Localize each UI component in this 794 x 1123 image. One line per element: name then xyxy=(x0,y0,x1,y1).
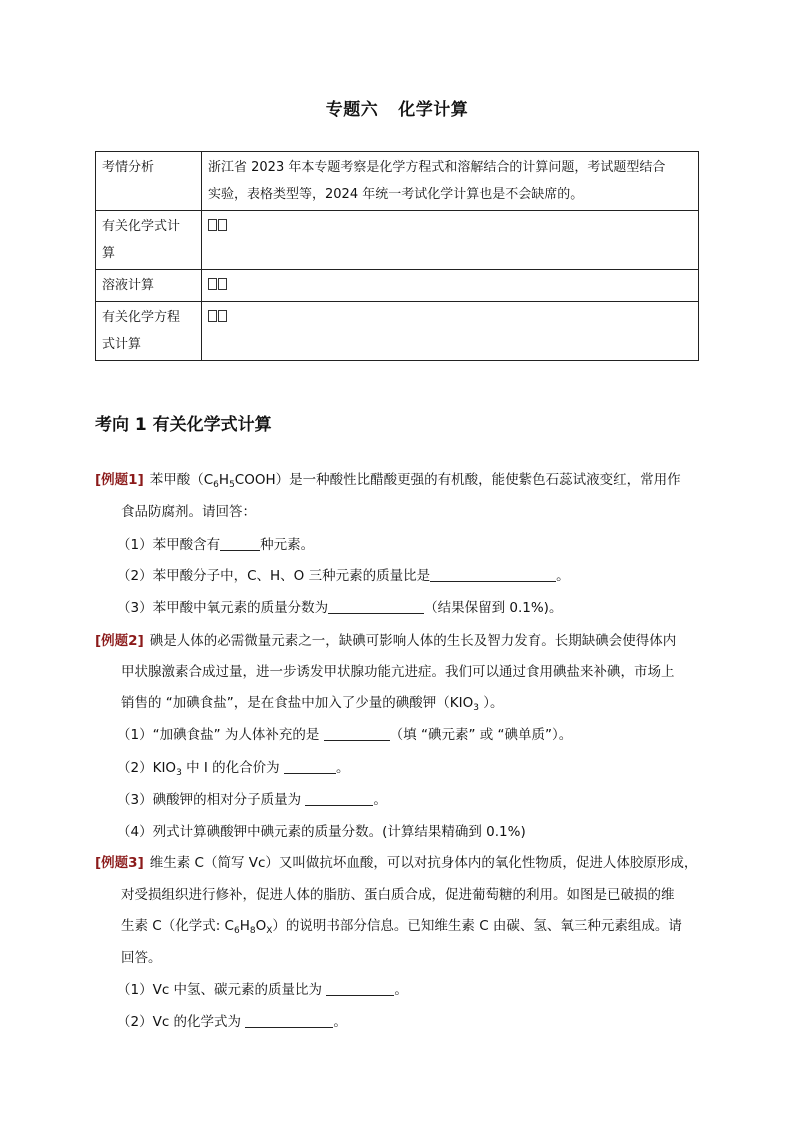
answer-blank[interactable] xyxy=(245,1013,333,1028)
example1-question1: （1）苯甲酸含有 种元素。 xyxy=(117,537,315,553)
table-key-cell: 考情分析 xyxy=(96,152,202,211)
example3-tag: [例题3] xyxy=(95,855,144,871)
table-key-cell: 有关化学方程 式计算 xyxy=(96,302,202,361)
title-part1: 专题六 xyxy=(325,100,379,120)
page-title xyxy=(0,95,794,120)
table-key-cell: 溶液计算 xyxy=(96,270,202,302)
example1-question2: （2）苯甲酸分子中，C、H、O 三种元素的质量比是 。 xyxy=(117,568,570,584)
example1-tag: [例题1] xyxy=(95,472,144,488)
missing-glyph-icon xyxy=(218,278,227,290)
example3-line4: 回答。 xyxy=(121,950,162,966)
example2-tag: [例题2] xyxy=(95,633,144,649)
example3-question1: （1）Vc 中氢、碳元素的质量比为 。 xyxy=(117,982,408,998)
analysis-table xyxy=(95,151,699,361)
answer-blank[interactable] xyxy=(324,726,390,741)
table-row xyxy=(96,302,699,361)
missing-glyph-icon xyxy=(218,310,227,322)
missing-glyph-icon xyxy=(208,278,217,290)
example3-line2: 对受损组织进行修补，促进人体的脂肪、蛋白质合成，促进葡萄糖的利用。如图是已破损的维 xyxy=(121,887,675,903)
table-row xyxy=(96,270,699,302)
table-value-cell xyxy=(202,270,699,302)
example3-question2: （2）Vc 的化学式为 。 xyxy=(117,1014,347,1030)
table-value-cell: 浙江省 2023 年本专题考察是化学方程式和溶解结合的计算问题，考试题型结合 实验，表格类型等，2024 年统一考试化学计算也是不会缺席的。 xyxy=(202,152,699,211)
table-value-cell xyxy=(202,211,699,270)
answer-blank[interactable] xyxy=(328,599,424,614)
missing-glyph-icon xyxy=(208,219,217,231)
example2-line1: [例题2] 碘是人体的必需微量元素之一，缺碘可影响人体的生长及智力发育。长期缺碘会使得体内 xyxy=(95,633,677,649)
table-key-cell: 有关化学式计 算 xyxy=(96,211,202,270)
title-part2: 化学计算 xyxy=(398,100,469,120)
table-value-cell xyxy=(202,302,699,361)
example1-question3: （3）苯甲酸中氧元素的质量分数为 （结果保留到 0.1%)。 xyxy=(117,600,563,616)
example2-question2: $(2)KIO_3$ 中 I 的化合价为 。 xyxy=(117,760,350,778)
example2-question3: （3）碘酸钾的相对分子质量为 。 xyxy=(117,792,387,808)
answer-blank[interactable] xyxy=(220,536,260,551)
answer-blank[interactable] xyxy=(305,791,373,806)
example2-question1: （1）“加碘食盐” 为人体补充的是 （填 “碘元素” 或 “碘单质”）。 xyxy=(117,727,573,743)
example1-line2: 食品防腐剂。请回答： xyxy=(121,504,256,520)
section-heading: 考向 1 有关化学式计算 xyxy=(95,415,272,435)
example2-question4: （4）列式计算碘酸钾中碘元素的质量分数。(计算结果精确到 0.1%) xyxy=(117,824,526,840)
example3-line3: 生素 C（化学式: $C_6H_8O_X$）的说明书部分信息。已知维生素 C 由碳、氢、氧三种元素组成。请 xyxy=(121,918,682,936)
table-row xyxy=(96,152,699,211)
example2-line2: 甲状腺激素合成过量，进一步诱发甲状腺功能亢进症。我们可以通过食用碘盐来补碘，市场上 xyxy=(121,664,675,680)
answer-blank[interactable] xyxy=(326,981,394,996)
answer-blank[interactable] xyxy=(430,567,556,582)
example2-line3: 销售的 “加碘食盐”，是在食盐中加入了少量的碘酸钾（$KIO_3$ ）。 xyxy=(121,695,504,713)
table-row xyxy=(96,211,699,270)
example1-line1: [例题1] 苯甲酸$(C_6H_5COOH)$是一种酸性比醋酸更强的有机酸，能使紫色石蕊试液变红，常用作 xyxy=(95,472,681,490)
missing-glyph-icon xyxy=(208,310,217,322)
missing-glyph-icon xyxy=(218,219,227,231)
answer-blank[interactable] xyxy=(284,759,336,774)
example3-line1: [例题3] 维生素 C（简写 Vc）又叫做抗坏血酸，可以对抗身体内的氧化性物质，促进人体胶原形成， xyxy=(95,855,698,871)
